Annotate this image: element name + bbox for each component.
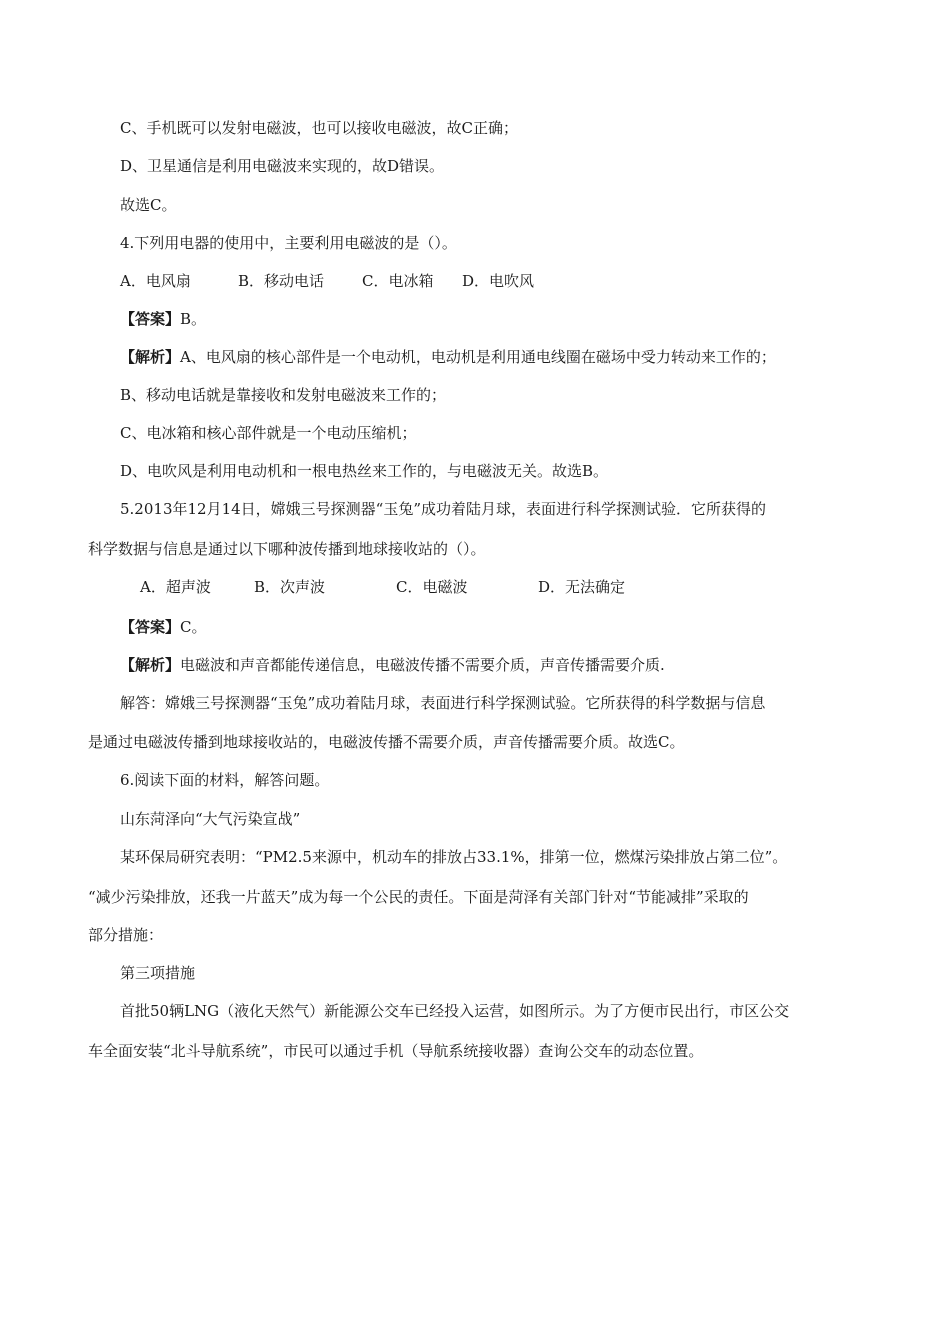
q5-solution-line2: 是通过电磁波传播到地球接收站的，电磁波传播不需要介质，声音传播需要介质。故选C。 <box>88 733 685 751</box>
q6-stem: 6.阅读下面的材料，解答问题。 <box>120 771 330 789</box>
answer-value: C。 <box>180 618 207 636</box>
q5-solution-line1: 解答：嫦娥三号探测器“玉兔”成功着陆月球，表面进行科学探测试验。它所获得的科学数据与信息 <box>120 694 766 712</box>
q5-answer <box>120 616 207 638</box>
q4-answer <box>120 308 206 330</box>
q6-para2-line2: 车全面安装“北斗导航系统”，市民可以通过手机（导航系统接收器）查询公交车的动态位置。 <box>88 1042 704 1060</box>
q4-analysis-a <box>120 346 776 368</box>
answer-tag: 【答案】 <box>120 618 181 636</box>
q4-analysis-d: D、电吹风是利用电动机和一根电热丝来工作的，与电磁波无关。故选B。 <box>120 462 609 480</box>
q6-para2-line1: 首批50辆LNG（液化天然气）新能源公交车已经投入运营，如图所示。为了方便市民出行，市区公交 <box>120 1002 790 1020</box>
q4-analysis-b: B、移动电话就是靠接收和发射电磁波来工作的； <box>120 386 447 404</box>
q5-option-c: C．电磁波 <box>396 578 468 596</box>
q3-option-c-analysis: C、手机既可以发射电磁波，也可以接收电磁波，故C正确； <box>120 119 518 137</box>
analysis-tag: 【解析】 <box>120 656 181 674</box>
analysis-tag: 【解析】 <box>120 348 181 366</box>
analysis-text: A、电风扇的核心部件是一个电动机，电动机是利用通电线圈在磁场中受力转动来工作的； <box>180 348 776 366</box>
q6-para1-line2: “减少污染排放，还我一片蓝天”成为每一个公民的责任。下面是菏泽有关部门针对“节能减排”采取的 <box>88 888 749 906</box>
q5-analysis <box>120 654 665 676</box>
q5-option-d: D．无法确定 <box>538 578 626 596</box>
q5-stem-line2: 科学数据与信息是通过以下哪种波传播到地球接收站的（）。 <box>88 540 486 558</box>
q5-stem-line1: 5.2013年12月14日，嫦娥三号探测器“玉兔”成功着陆月球，表面进行科学探测试验．它所获得的 <box>120 500 766 518</box>
answer-tag: 【答案】 <box>120 310 181 328</box>
q5-option-a: A．超声波 <box>140 578 211 596</box>
q6-para1-line1: 某环保局研究表明：“PM2.5来源中，机动车的排放占33.1%，排第一位，燃煤污染排放占第二位”。 <box>120 848 788 866</box>
q4-option-b: B．移动电话 <box>238 272 325 290</box>
q4-option-a: A．电风扇 <box>120 272 191 290</box>
q4-option-c: C．电冰箱 <box>362 272 434 290</box>
q4-option-d: D．电吹风 <box>462 272 535 290</box>
analysis-text: 电磁波和声音都能传递信息，电磁波传播不需要介质，声音传播需要介质. <box>180 656 665 674</box>
q4-analysis-c: C、电冰箱和核心部件就是一个电动压缩机； <box>120 424 417 442</box>
answer-value: B。 <box>180 310 207 328</box>
q4-stem: 4.下列用电器的使用中，主要利用电磁波的是（）。 <box>120 234 457 252</box>
q6-para1-line3: 部分措施： <box>88 926 164 944</box>
q3-conclusion: 故选C。 <box>120 196 177 214</box>
q6-section-heading: 第三项措施 <box>120 964 196 982</box>
q5-option-b: B．次声波 <box>254 578 326 596</box>
q3-option-d-analysis: D、卫星通信是利用电磁波来实现的，故D错误。 <box>120 157 445 175</box>
q6-material-title: 山东菏泽向“大气污染宣战” <box>120 810 301 828</box>
